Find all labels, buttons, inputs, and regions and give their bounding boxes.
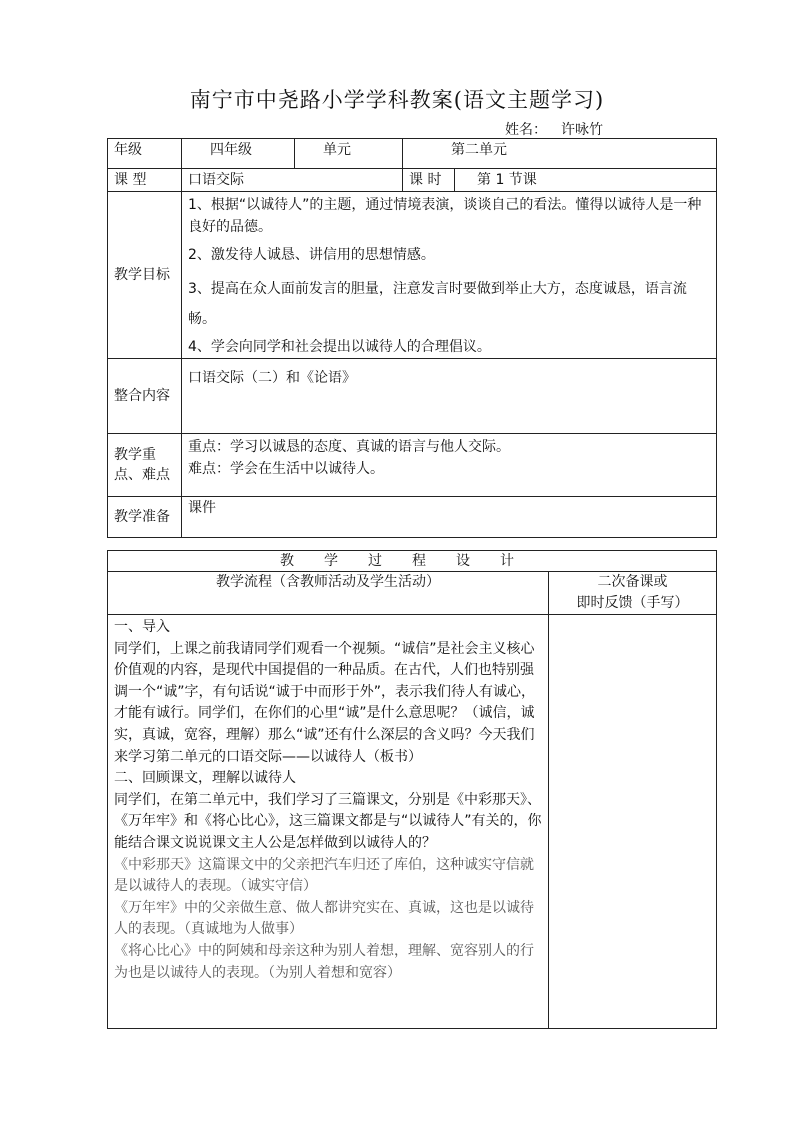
goals-label: 教学目标 (108, 192, 182, 359)
lesson-info-table (107, 138, 717, 538)
grade-label: 年级 (108, 139, 182, 169)
prep-label: 教学准备 (108, 497, 182, 538)
process-column-header: 教学流程（含教师活动及学生活动） (108, 572, 549, 615)
key-point: 重点：学习以诚恳的态度、真诚的语言与他人交际。 (188, 439, 510, 455)
feedback-header-line: 二次备课或 (597, 574, 668, 590)
difficult-point: 难点：学会在生活中以诚待人。 (188, 461, 384, 477)
goal-item: 3、提高在众人面前发言的胆量，注意发言时要做到举止大方，态度诚恳，语言流畅。 (188, 281, 687, 327)
period-label: 课 时 (403, 169, 455, 192)
answer-item: 《将心比心》中的阿姨和母亲这种为别人着想，理解、宽容别人的行为也是以诚待人的表现。（为别人着想和宽容） (114, 942, 534, 981)
unit-label: 单元 (295, 139, 403, 169)
section-heading: 二、回顾课文，理解以诚待人 (114, 770, 296, 787)
goal-item: 1、根据“以诚待人”的主题，通过情境表演，谈谈自己的看法。懂得以诚待人是一种良好的品德。 (188, 197, 702, 235)
period-value: 第 1 节课 (455, 169, 717, 192)
prep-value: 课件 (182, 497, 717, 538)
type-label: 课 型 (108, 169, 182, 192)
key-points-label: 教学重点、难点 (108, 434, 182, 497)
key-points-cell (182, 434, 717, 497)
author-line (505, 119, 603, 139)
goals-cell (182, 192, 717, 359)
author-label: 姓名： (505, 122, 547, 138)
process-content (108, 615, 549, 1029)
unit-value: 第二单元 (403, 139, 717, 169)
integrate-value: 口语交际（二）和《论语》 (182, 359, 717, 434)
paragraph: 同学们，上课之前我请同学们观看一个视频。“诚信”是社会主义核心价值观的内容，是现代中国提倡的一种品质。在古代，人们也特别强调一个“诚”字，有句话说“诚于中而形于外”，表示我们待人有诚心，才能有诚行。同学们，在你们的心里“诚”是什么意思呢？（诚信，诚实，真诚，宽容，理解）那么“诚”还有什么深层的含义吗？今天我们来学习第二单元的口语交际——以诚待人（板书） (114, 640, 536, 765)
type-value: 口语交际 (182, 169, 403, 192)
author-name: 许咏竹 (561, 122, 603, 138)
answer-item: 《中彩那天》这篇课文中的父亲把汽车归还了库伯，这种诚实守信就是以诚待人的表现。（诚实守信） (114, 856, 534, 895)
paragraph: 同学们，在第二单元中，我们学习了三篇课文，分别是《中彩那天》、《万年牢》和《将心比心》，这三篇课文都是与“以诚待人”有关的，你能结合课文说说课文主人公是怎样做到以诚待人的？ (114, 791, 542, 851)
goal-item: 2、激发待人诚恳、讲信用的思想情感。 (188, 247, 435, 263)
teaching-process-table (107, 550, 717, 1029)
integrate-label: 整合内容 (108, 359, 182, 434)
grade-value: 四年级 (182, 139, 295, 169)
feedback-header-line: 即时反馈（手写） (576, 595, 689, 611)
feedback-column-header (549, 572, 717, 615)
goal-item: 4、学会向同学和社会提出以诚待人的合理倡议。 (188, 339, 491, 355)
process-header: 教学过程设计 (108, 551, 717, 572)
section-heading: 一、导入 (114, 619, 170, 635)
document-title: 南宁市中尧路小学学科教案(语文主题学习) (189, 88, 605, 112)
feedback-cell (549, 615, 717, 1029)
answer-item: 《万年牢》中的父亲做生意、做人都讲究实在、真诚，这也是以诚待人的表现。（真诚地为人做事） (114, 899, 534, 938)
